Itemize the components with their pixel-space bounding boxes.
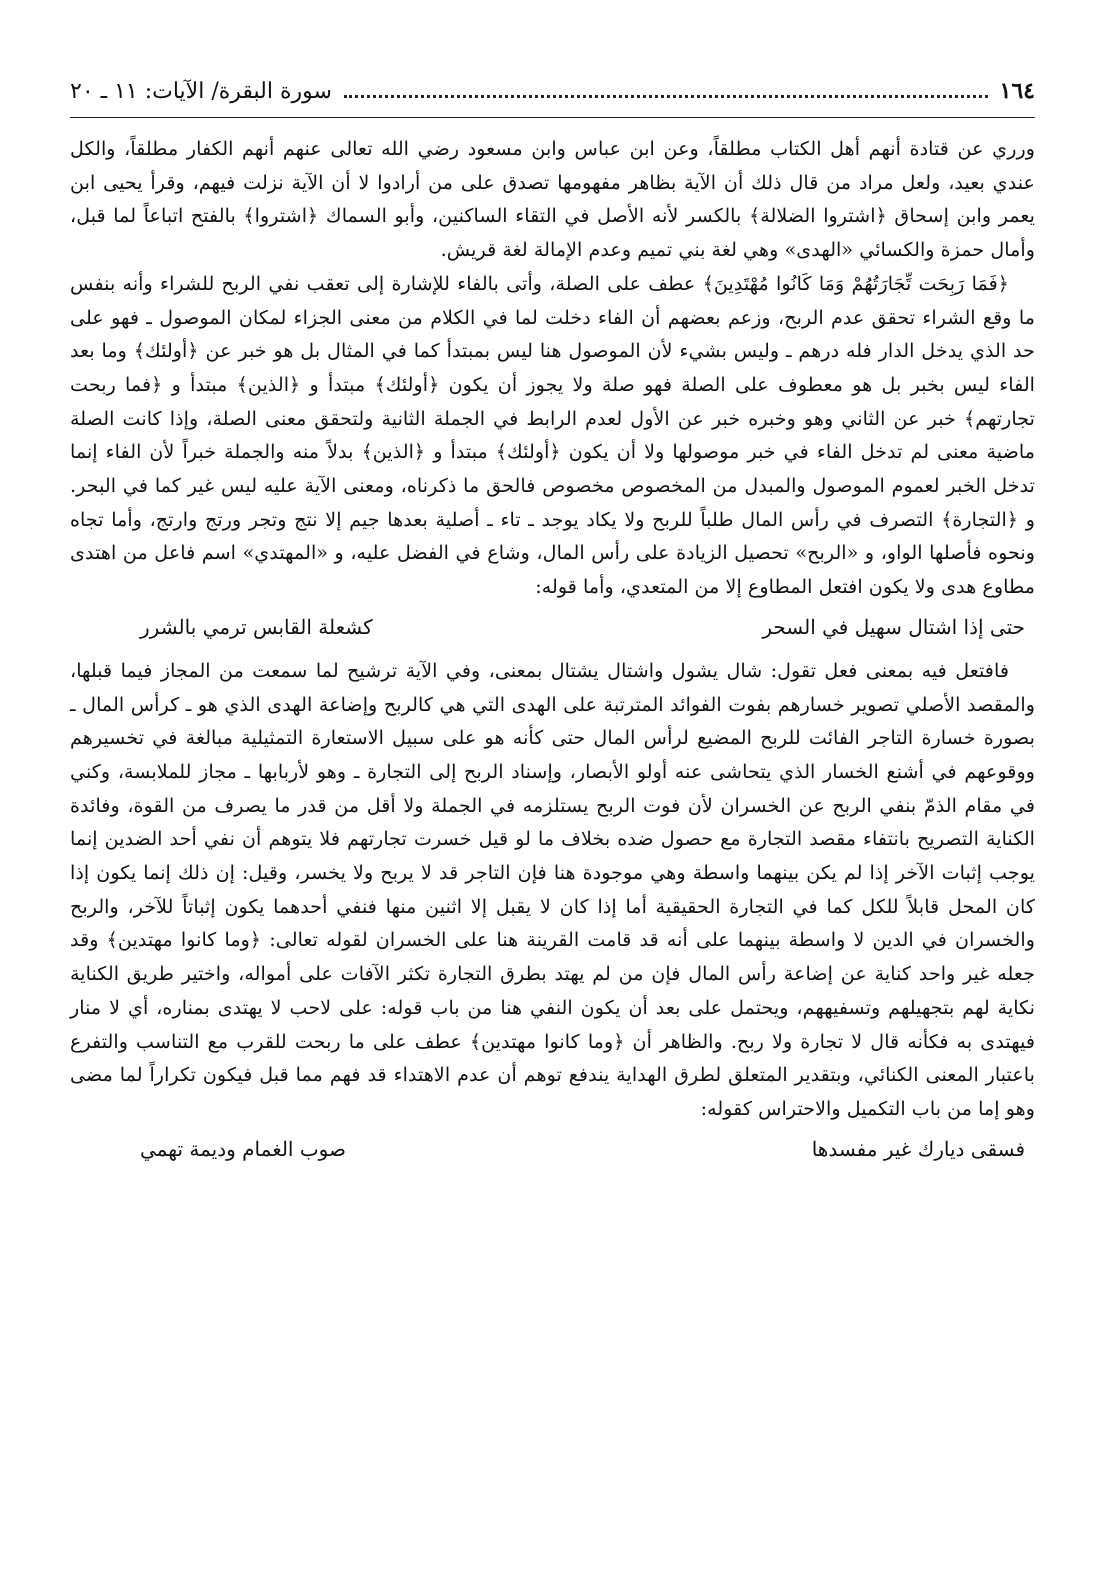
paragraph-3: فافتعل فيه بمعنى فعل تقول: شال يشول واشتال يشتال بمعنى، وفي الآية ترشيح لما سمعت من المجاز فيما قبلها، والمقصد الأصلي تصوير خسارهم بفوت الفوائد المترتبة على الهدى التي هي كالربح وإضاعة الهدى الذي هو ـ كرأس المال ـ بصورة خسارة التاجر الفائت للربح المضيع لرأس المال حتى كأنه هو على سبيل الاستعارة التمثيلية مبالغة في تخسيرهم ووقوعهم في أشنع الخسار الذي يتحاشى عنه أولو الأبصار، وإسناد الربح إلى التجارة ـ وهو لأربابها ـ مجاز للملابسة، وكني في مقام الذمّ بنفي الربح عن الخسران لأن فوت الربح يستلزمه في الجملة ولا أقل من قدر ما يصرف من القوة، وفائدة الكناية التصريح بانتفاء مقصد التجارة مع حصول ضده بخلاف ما لو قيل خسرت تجارتهم فلا يتوهم أن نفي أحد الضدين إنما يوجب إثبات الآخر إذا لم يكن بينهما واسطة وهي موجودة هنا فإن التاجر قد لا يربح ولا يخسر، وقيل: إن ذلك إنما يكون إذا كان المحل قابلاً للكل كما في التجارة الحقيقية أما إذا كان لا يقبل إلا اثنين منها فنفي أحدهما يكون إثباتاً للآخر، والربح والخسران في الدين لا واسطة بينهما على أنه قد قامت القرينة هنا على الخسران لقوله تعالى: ﴿وما كانوا مهتدين﴾ وقد جعله غير واحد كناية عن إضاعة رأس المال فإن من لم يهتد بطرق التجارة تكثر الآفات على أمواله، واختير طريق الكناية نكاية لهم بتجهيلهم وتسفيههم، ويحتمل على بعد أن يكون النفي هنا من باب قوله: على لاحب لا يهتدى بمناره، أي لا منار فيهتدى به فكأنه قال لا تجارة ولا ربح. والظاهر أن ﴿وما كانوا مهتدين﴾ عطف على ما ربحت للقرب مع التناسب والتفرع باعتبار المعنى الكنائي، وبتقدير المتعلق لطرق الهداية يندفع توهم أن عدم الاهتداء قد فهم مما قبل فيكون تكراراً لما مضى وهو إما من باب التكميل والاحتراس كقوله: (70, 658, 1035, 1120)
paragraph-1: ورري عن قتادة أنهم أهل الكتاب مطلقاً، وعن ابن عباس وابن مسعود رضي الله تعالى عنهم أنهم الكفار مطلقاً، والكل عندي بعيد، ولعل مراد من قال ذلك أن الآية بظاهر مفهومها تصدق على من أرادوا لا أن الآية نزلت فيهم، وقرأ يحيى ابن يعمر وابن إسحاق ﴿اشتروا الضلالة﴾ بالكسر لأنه الأصل في التقاء الساكنين، وأبو السماك ﴿اشتروا﴾ بالفتح اتباعاً لما قبل، وأمال حمزة والكسائي «الهدى» وهي لغة بني تميم وعدم الإمالة لغة قريش. (70, 137, 1035, 262)
page-number: ١٦٤ (999, 78, 1035, 104)
verse-2-second-hemistich: صوب الغمام وديمة تهمي (140, 1136, 346, 1161)
book-page (70, 78, 1035, 1548)
verse-2-first-hemistich: فسقى ديارك غير مفسدها (811, 1136, 1025, 1161)
paragraph-2: ﴿فَمَا رَبِحَت تِّجَارَتُهُمْ وَمَا كَانُوا مُهْتَدِينَ﴾ عطف على الصلة، وأتى بالفاء للإشارة إلى تعقب نفي الربح للشراء وأنه بنفس ما وقع الشراء تحقق عدم الربح، وزعم بعضهم أن الفاء دخلت لما في الكلام من معنى الجزاء لمكان الموصول ـ فهو على حد الذي يدخل الدار فله درهم ـ وليس بشيء لأن الموصول هنا ليس بمبتدأ كما في المثال بل هو خبر عن ﴿أولئك﴾ وما بعد الفاء ليس بخبر بل هو معطوف على الصلة فهو صلة ولا يجوز أن يكون ﴿أولئك﴾ مبتدأ و ﴿الذين﴾ مبتدأ و ﴿فما ربحت تجارتهم﴾ خبر عن الثاني وهو وخبره خبر عن الأول لعدم الرابط في الجملة الثانية ولتحقق معنى الصلة، وإذا كانت الصلة ماضية معنى لم تدخل الفاء في خبر موصولها ولا أن يكون ﴿أولئك﴾ مبتدأ و ﴿الذين﴾ بدلاً منه والجملة خبراً لأن الفاء إنما تدخل الخبر لعموم الموصول والمبدل من المخصوص مخصوص فالحق ما ذكرناه، ومعنى الآية عليه ليس غير كما في البحر. و ﴿التجارة﴾ التصرف في رأس المال طلباً للربح ولا يكاد يوجد ـ تاء ـ أصلية بعدها جيم إلا نتج وتجر ورتج وارتج، وأما تجاه ونحوه فأصلها الواو، و «الربح» تحصيل الزيادة على رأس المال، وشاع في الفضل عليه، و «المهتدي» اسم فاعل من اهتدى مطاوع هدى ولا يكون افتعل المطاوع إلا من المتعدي، وأما قوله: (70, 271, 1035, 599)
header-dot-leader (344, 81, 988, 98)
verse-1-second-hemistich: كشعلة القابس ترمي بالشرر (140, 614, 373, 639)
verse-line-1 (70, 610, 1035, 644)
verse-1-first-hemistich: حتى إذا اشتال سهيل في السحر (762, 614, 1025, 639)
body-text (70, 132, 1035, 1166)
running-title: سورة البقرة/ الآيات: ١١ ـ ٢٠ (70, 79, 332, 104)
page-header (70, 78, 1035, 118)
verse-line-2 (70, 1132, 1035, 1166)
